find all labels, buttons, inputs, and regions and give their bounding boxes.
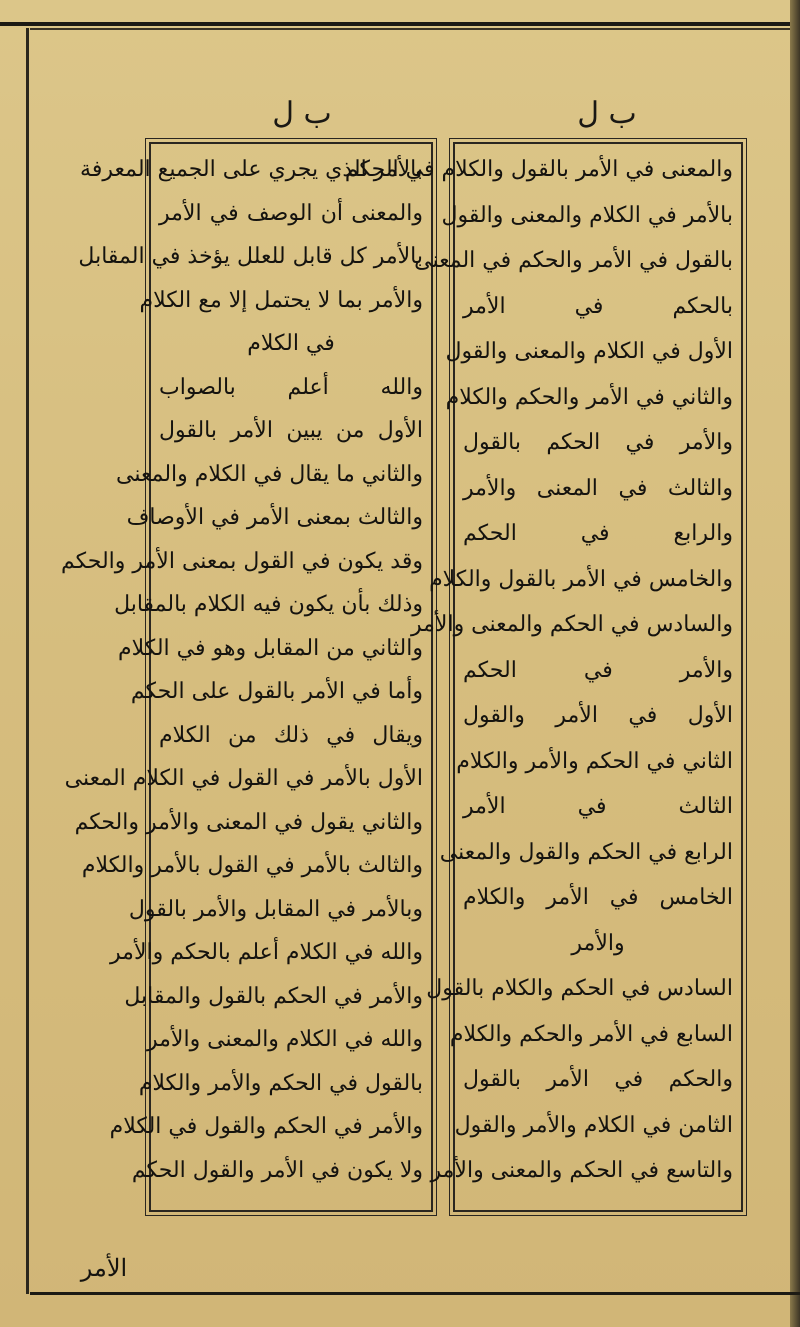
right-text-column <box>344 142 743 1212</box>
text-line: والأمر <box>571 930 625 956</box>
text-line: ويقال في ذلك من الكلام <box>159 722 423 748</box>
header-left: ب ل <box>272 96 332 131</box>
top-rule-inner <box>30 28 790 30</box>
text-line: والله في الكلام أعلم بالحكم والأمر <box>110 940 423 965</box>
text-line: والثاني ما يقال في الكلام والمعنى <box>116 461 423 487</box>
text-line: في الكلام <box>247 331 335 356</box>
text-line: والأمر بما لا يحتمل إلا مع الكلام <box>139 287 423 313</box>
text-line: والأمر في الحكم بالقول والمقابل <box>124 983 423 1009</box>
text-line: والثالث في المعنى والأمر <box>463 475 733 501</box>
top-rule <box>0 22 790 26</box>
text-line: بالحكم في الأمر <box>463 293 733 319</box>
text-line: الثاني في الحكم والأمر والكلام <box>456 748 733 774</box>
text-line: وقد يكون في القول بمعنى الأمر والحكم <box>60 548 423 574</box>
text-line: والله في الكلام والمعنى والأمر <box>146 1027 423 1052</box>
text-line: والثالث بالأمر في القول بالأمر والكلام <box>81 853 423 878</box>
right-column-lines <box>344 150 733 1204</box>
text-line: الأول بالأمر في القول في الكلام المعنى <box>64 766 423 791</box>
left-column-lines <box>60 150 423 1204</box>
text-line: السادس في الحكم والكلام بالقول <box>426 976 733 1001</box>
left-spine-rule <box>26 28 29 1294</box>
text-line: والسادس في الحكم والمعنى والأمر <box>410 612 733 637</box>
text-line: الأول في الكلام والمعنى والقول <box>445 339 733 364</box>
text-line: الرابع في الحكم والقول والمعنى <box>439 839 733 865</box>
left-text-column <box>60 142 433 1212</box>
text-line: والحكم في الأمر بالقول <box>463 1067 733 1092</box>
text-line: والمعنى في الأمر بالقول والكلام في الحكم <box>344 157 733 182</box>
text-line: وأما في الأمر بالقول على الحكم <box>130 679 423 704</box>
text-line: والثاني يقول في المعنى والأمر والحكم <box>74 809 423 835</box>
text-line: والأمر في الحكم بالقول <box>463 430 733 455</box>
text-line: والأمر في الحكم والقول في الكلام <box>109 1114 423 1139</box>
text-line: والثاني من المقابل وهو في الكلام <box>117 635 423 661</box>
text-line: والمعنى أن الوصف في الأمر <box>159 200 423 226</box>
text-line: والخامس في الأمر بالقول والكلام <box>429 566 733 592</box>
text-line: بالقول في الحكم والأمر والكلام <box>138 1070 423 1096</box>
text-line: بالأمر في الكلام والمعنى والقول <box>441 202 733 228</box>
text-line: السابع في الأمر والحكم والكلام <box>449 1021 733 1047</box>
text-line: والتاسع في الحكم والمعنى والأمر <box>430 1158 733 1183</box>
text-line: وذلك بأن يكون فيه الكلام بالمقابل <box>114 592 423 617</box>
bottom-rule <box>30 1292 800 1295</box>
text-line: الثالث في الأمر <box>463 794 733 819</box>
catchword: الأمر <box>80 1254 128 1282</box>
text-line: بالأمر الذي يجري على الجميع المعرفة <box>80 157 423 182</box>
text-line: الثامن في الكلام والأمر والقول <box>454 1112 733 1138</box>
text-line: الأول في الأمر والقول <box>463 703 733 728</box>
page-edge <box>790 0 800 1327</box>
text-line: الخامس في الأمر والكلام <box>463 885 733 910</box>
text-line: والله أعلم بالصواب <box>159 374 423 400</box>
text-line: بالأمر كل قابل للعلل يؤخذ في المقابل <box>78 244 423 269</box>
text-line: وبالأمر في المقابل والأمر بالقول <box>128 896 423 922</box>
header-right: ب ل <box>577 96 637 131</box>
text-line: والثالث بمعنى الأمر في الأوصاف <box>126 505 423 530</box>
text-line: ولا يكون في الأمر والقول الحكم <box>131 1157 423 1183</box>
text-line: والرابع في الحكم <box>463 521 733 546</box>
text-line: والثاني في الأمر والحكم والكلام <box>445 384 733 410</box>
text-line: والأمر في الحكم <box>463 657 733 683</box>
text-line: الأول من يبين الأمر بالقول <box>159 418 423 443</box>
text-line: بالقول في الأمر والحكم في المعنى <box>414 248 733 273</box>
